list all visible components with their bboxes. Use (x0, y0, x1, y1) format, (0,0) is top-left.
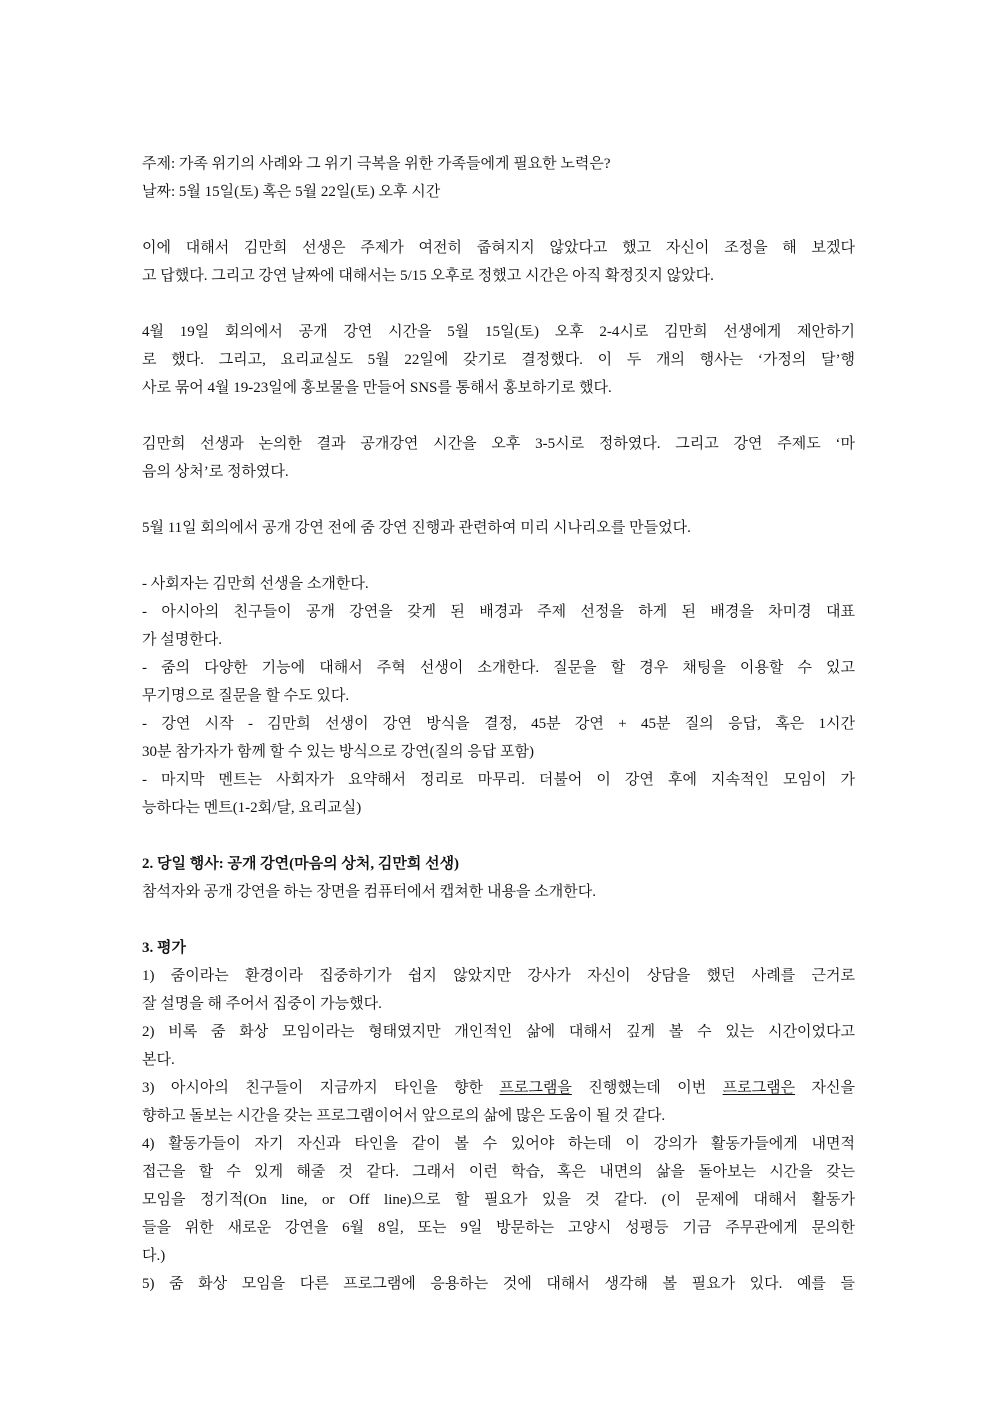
text-line: 무기명으로 질문을 할 수도 있다. (142, 688, 350, 704)
text-line: 고 답했다. 그리고 강연 날짜에 대해서는 5/15 오후로 정했고 시간은 아직 확정짓지 않았다. (142, 268, 714, 284)
text-line: 음의 상처’로 정하였다. (142, 464, 289, 480)
text-line: 5) 줌 화상 모임을 다른 프로그램에 응용하는 것에 대해서 생각해 볼 필요가 있다. 예를 들 (142, 1276, 855, 1292)
text-line: 능하다는 멘트(1-2회/달, 요리교실) (142, 800, 362, 816)
text-line: 30분 참가자가 함께 할 수 있는 방식으로 강연(질의 응답 포함) (142, 744, 535, 760)
text-run: 자신을 (795, 1080, 855, 1096)
text-line: 잘 설명을 해 주어서 집중이 가능했다. (142, 996, 382, 1012)
text-line: 5월 11일 회의에서 공개 강연 전에 줌 강연 진행과 관련하여 미리 시나리오를 만들었다. (142, 520, 691, 536)
text-line (142, 1074, 855, 1102)
text-line: - 강연 시작 - 김만희 선생이 강연 방식을 결정, 45분 강연 + 45분 질의 응답, 혹은 1시간 (142, 716, 855, 732)
text-run: 3) 아시아의 친구들이 지금까지 타인을 향한 (142, 1080, 500, 1096)
text-line: 사로 묶어 4월 19-23일에 홍보물을 만들어 SNS를 통해서 홍보하기로 했다. (142, 380, 612, 396)
text-line: 김만희 선생과 논의한 결과 공개강연 시간을 오후 3-5시로 정하였다. 그리고 강연 주제도 ‘마 (142, 436, 855, 452)
text-line: 주제: 가족 위기의 사례와 그 위기 극복을 위한 가족들에게 필요한 노력은? (142, 156, 611, 172)
text-line: 참석자와 공개 강연을 하는 장면을 컴퓨터에서 캡쳐한 내용을 소개한다. (142, 884, 596, 900)
underlined-text: 프로그램을 (499, 1080, 572, 1096)
text-line: 4월 19일 회의에서 공개 강연 시간을 5월 15일(토) 오후 2-4시로 김만희 선생에게 제안하기 (142, 324, 855, 340)
text-line: 이에 대해서 김만희 선생은 주제가 여전히 줍혀지지 않았다고 했고 자신이 조정을 해 보겠다 (142, 240, 855, 256)
text-line: 날짜: 5월 15일(토) 혹은 5월 22일(토) 오후 시간 (142, 184, 441, 200)
paragraph-lecture-decision (142, 430, 855, 486)
text-line: 본다. (142, 1052, 175, 1068)
text-line: 4) 활동가들이 자기 자신과 타인을 같이 볼 수 있어야 하는데 이 강의가 활동가들에게 내면적 (142, 1136, 855, 1152)
text-line: 가 설명한다. (142, 632, 222, 648)
topic-date-block (142, 150, 855, 206)
text-line: - 줌의 다양한 기능에 대해서 주혁 선생이 소개한다. 질문을 할 경우 채팅을 이용할 수 있고 (142, 660, 855, 676)
text-line: 향하고 돌보는 시간을 갖는 프로그램이어서 앞으로의 삶에 많은 도움이 될 것 같다. (142, 1108, 666, 1124)
section-heading-line: 2. 당일 행사: 공개 강연(마음의 상처, 김만희 선생) (142, 856, 460, 872)
scenario-bullet-list (142, 570, 855, 822)
text-line: 다.) (142, 1248, 166, 1264)
section-2-event (142, 850, 855, 906)
paragraph-may11-meeting (142, 514, 855, 542)
section-heading-line: 3. 평가 (142, 940, 186, 956)
text-line: 2) 비록 줌 화상 모임이라는 형태였지만 개인적인 삶에 대해서 깊게 볼 수 있는 시간이었다고 (142, 1024, 855, 1040)
paragraph-topic-response (142, 234, 855, 290)
paragraph-april19-meeting (142, 318, 855, 402)
text-line: 로 했다. 그리고, 요리교실도 5월 22일에 갖기로 결정했다. 이 두 개의 행사는 ‘가정의 달’행 (142, 352, 855, 368)
text-line: 모임을 정기적(On line, or Off line)으로 할 필요가 있을 것 같다. (이 문제에 대해서 활동가 (142, 1192, 855, 1208)
text-line: - 아시아의 친구들이 공개 강연을 갖게 된 배경과 주제 선정을 하게 된 배경을 차미경 대표 (142, 604, 855, 620)
text-line: - 마지막 멘트는 사회자가 요약해서 정리로 마무리. 더불어 이 강연 후에 지속적인 모임이 가 (142, 772, 855, 788)
section-3-evaluation (142, 934, 855, 1298)
document-content (142, 150, 855, 1298)
text-line: 들을 위한 새로운 강연을 6월 8일, 또는 9일 방문하는 고양시 성평등 기금 주무관에게 문의한 (142, 1220, 855, 1236)
text-run: 진행했는데 이번 (571, 1080, 723, 1096)
text-line: 접근을 할 수 있게 해줄 것 같다. 그래서 이런 학습, 혹은 내면의 삶을 돌아보는 시간을 갖는 (142, 1164, 855, 1180)
text-line: - 사회자는 김만희 선생을 소개한다. (142, 576, 369, 592)
text-line: 1) 줌이라는 환경이라 집중하기가 쉽지 않았지만 강사가 자신이 상담을 했던 사례를 근거로 (142, 968, 855, 984)
underlined-text: 프로그램은 (722, 1080, 796, 1096)
